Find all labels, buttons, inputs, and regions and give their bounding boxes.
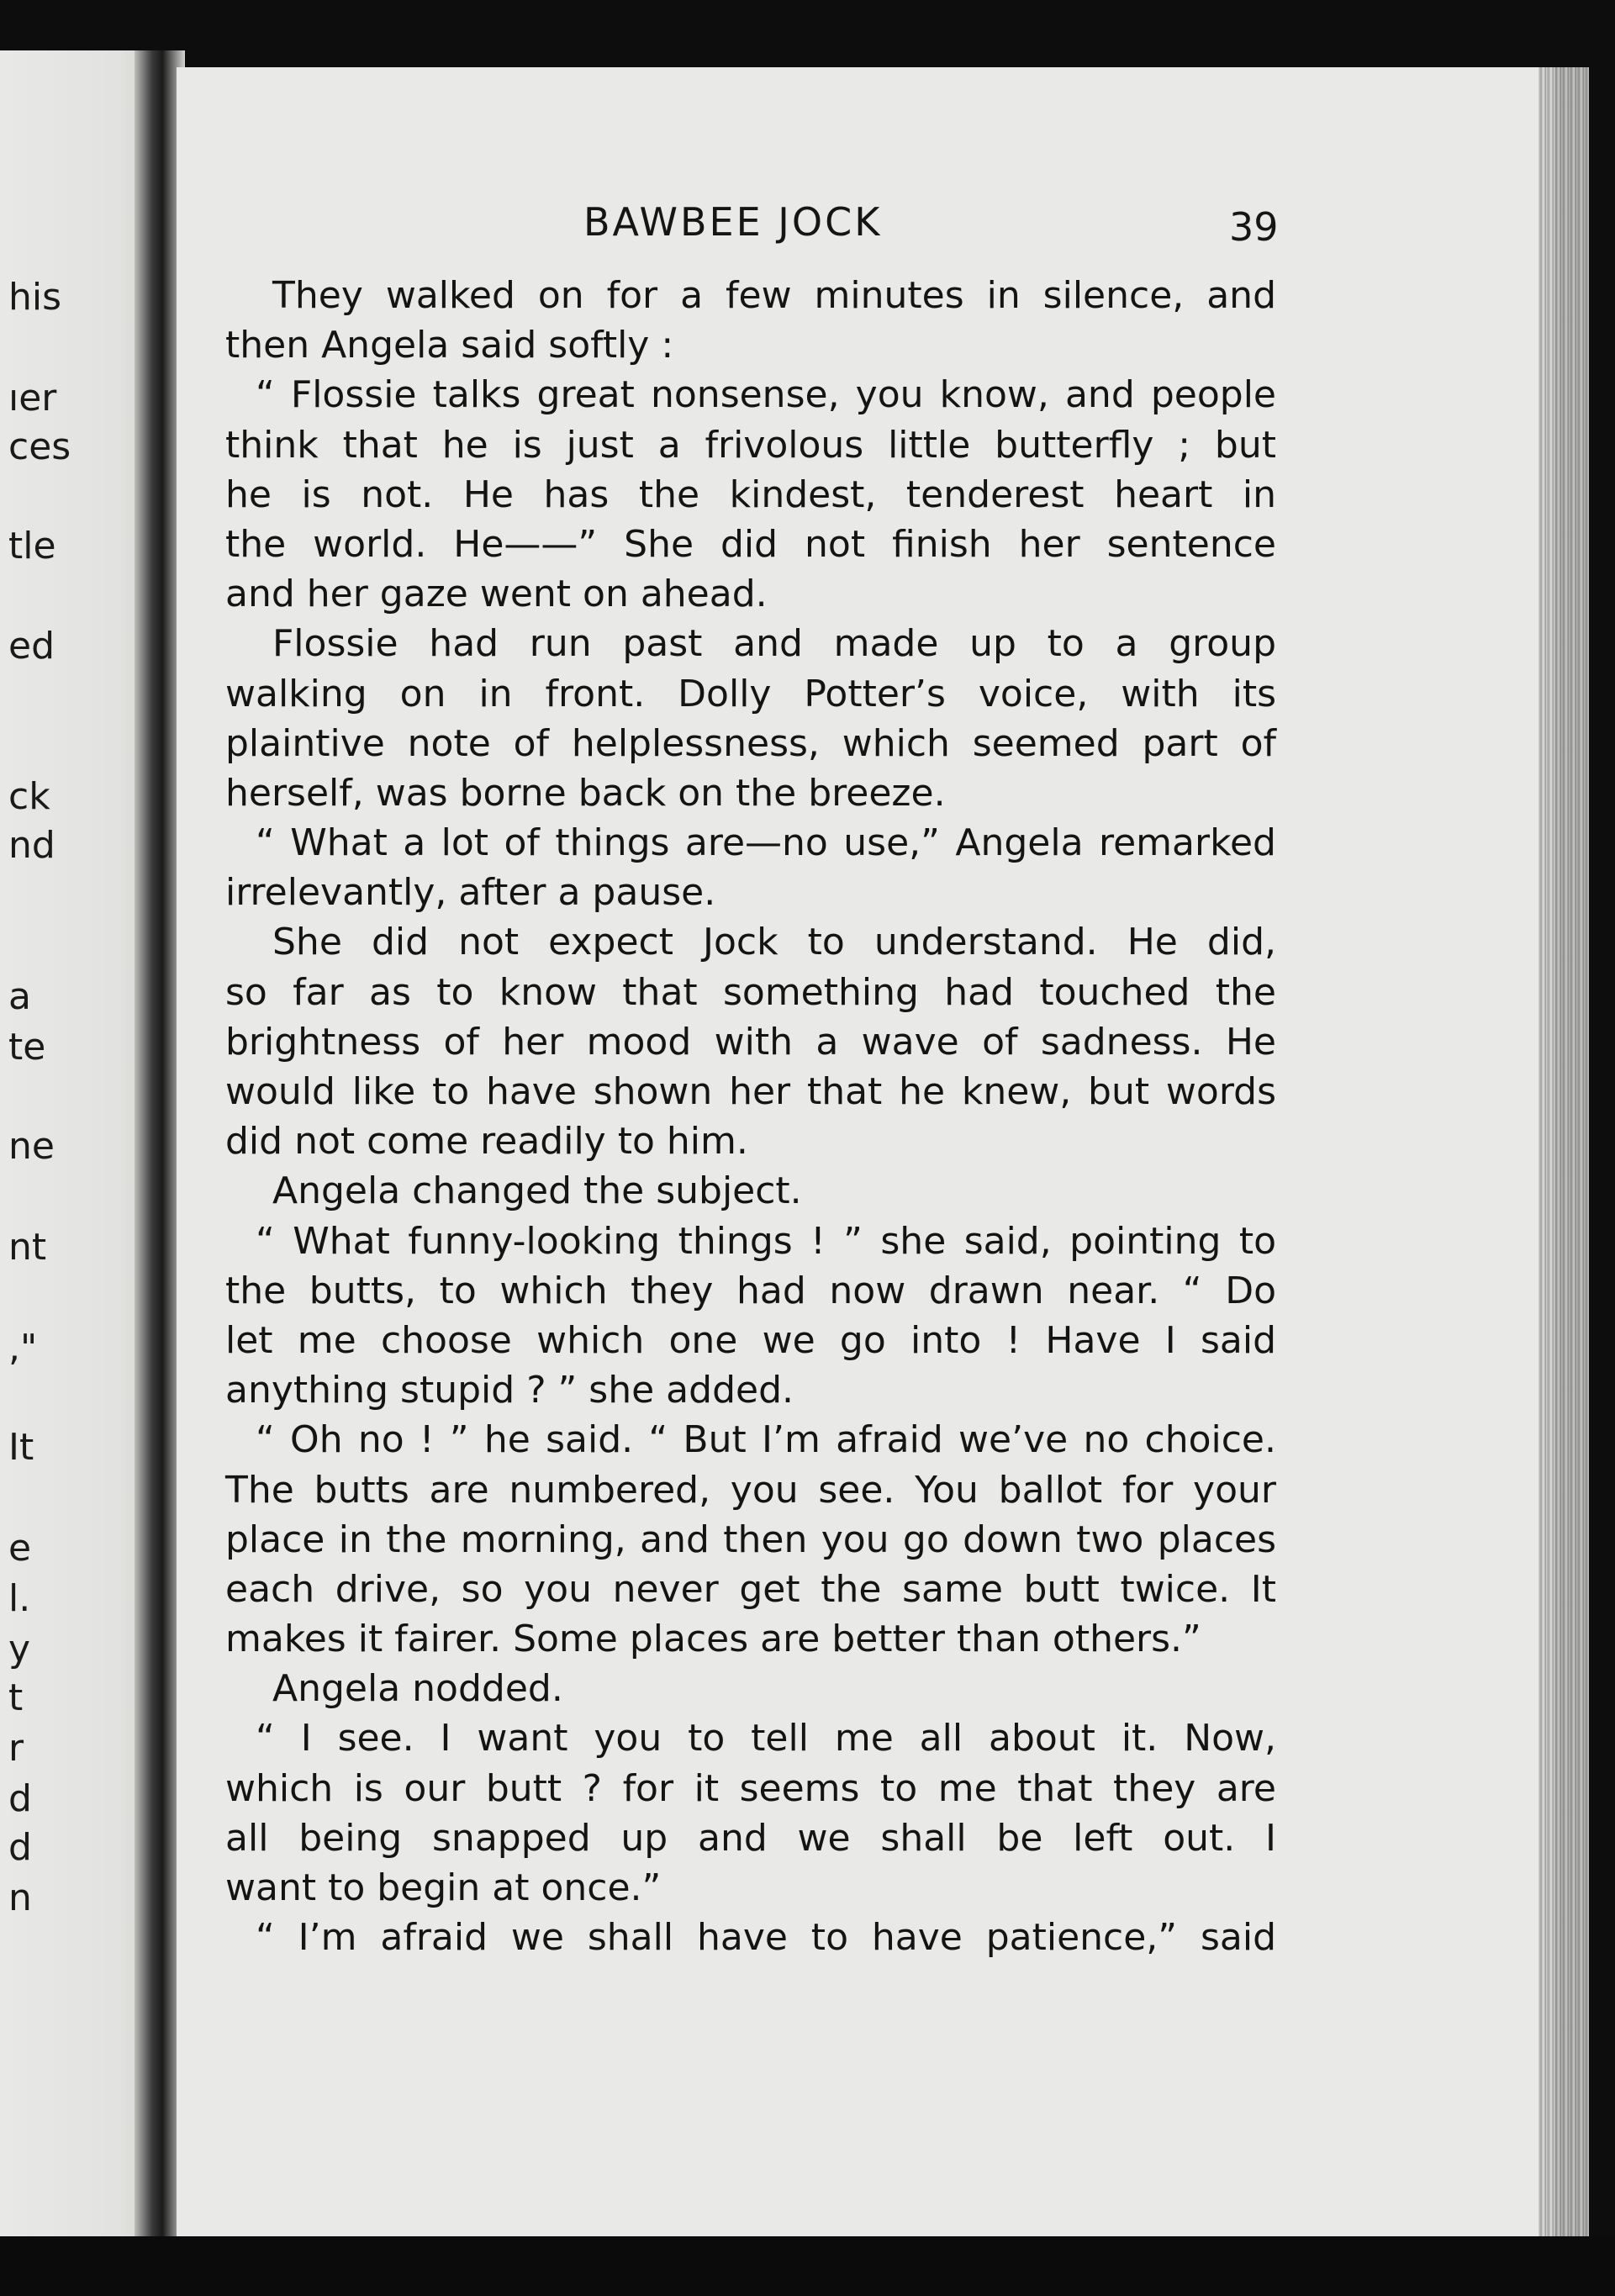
text-line: place in the morning, and then you go down two places [225,1517,1276,1561]
facing-page-fragment: r [8,1727,24,1770]
facing-page-fragment: te [8,1026,46,1069]
facing-page-fragment: ck [8,775,50,818]
text-line: “ What funny-looking things ! ” she said, pointing to [256,1219,1276,1263]
facing-page-fragment: nd [8,824,55,867]
page-edge [1538,67,1589,2253]
facing-page-fragment: e [8,1527,32,1570]
facing-page-fragment: a [8,975,31,1018]
text-line: did not come readily to him. [225,1120,748,1164]
text-line: “ What a lot of things are—no use,” Angela remarked [256,821,1276,865]
text-line: let me choose which one we go into ! Have I said [225,1318,1276,1362]
text-line: “ Flossie talks great nonsense, you know, and people [256,373,1276,417]
text-line: They walked on for a few minutes in silence, and [272,274,1276,317]
running-title: BAWBEE JOCK [583,199,883,245]
facing-page-fragment: ne [8,1125,55,1168]
scan-bottom-edge [0,2236,1615,2296]
text-line: herself, was borne back on the breeze. [225,771,946,815]
text-line: Angela changed the subject. [272,1169,802,1213]
page-number: 39 [1229,204,1279,250]
text-line: irrelevantly, after a pause. [225,871,716,915]
text-line: he is not. He has the kindest, tenderest heart in [225,472,1276,516]
text-line: “ I see. I want you to tell me all about it. Now, [256,1717,1276,1760]
text-line: Flossie had run past and made up to a group [272,622,1276,666]
text-line: She did not expect Jock to understand. He did, [272,921,1276,964]
facing-page-fragment: It [8,1426,34,1469]
text-line: The butts are numbered, you see. You ballot for your [225,1468,1276,1512]
text-line: so far as to know that something had touched the [225,970,1276,1014]
text-line: then Angela said softly : [225,324,674,367]
facing-page-fragment: ıer [8,377,57,420]
text-line: each drive, so you never get the same butt twice. It [225,1567,1276,1611]
text-line: anything stupid ? ” she added. [225,1369,794,1412]
text-line: think that he is just a frivolous little butterfly ; but [225,423,1276,467]
text-line: which is our butt ? for it seems to me that they are [225,1766,1276,1810]
text-line: Angela nodded. [272,1667,563,1711]
text-line: brightness of her mood with a wave of sadness. He [225,1020,1276,1064]
facing-page-fragment: ed [8,625,55,668]
text-line: the world. He——” She did not finish her sentence [225,522,1276,566]
facing-page-fragment: his [8,276,62,319]
text-line: would like to have shown her that he knew, but words [225,1070,1276,1113]
text-line: and her gaze went on ahead. [225,573,768,616]
facing-page-fragment: d [8,1826,32,1869]
text-line: plaintive note of helplessness, which seemed part of [225,721,1276,765]
facing-page-fragment: ces [8,425,71,468]
facing-page-fragment: tle [8,525,56,567]
facing-page-fragment: t [8,1676,24,1719]
facing-page-fragment: l. [8,1577,31,1620]
text-line: all being snapped up and we shall be left out. I [225,1816,1276,1860]
text-line: “ Oh no ! ” he said. “ But I’m afraid we’ve no choice. [256,1418,1276,1462]
running-head [0,130,1615,250]
facing-page-fragment: ," [8,1327,38,1370]
text-line: the butts, to which they had now drawn near. “ Do [225,1269,1276,1312]
facing-page-fragment: y [8,1628,31,1671]
text-line: walking on in front. Dolly Potter’s voice, with its [225,672,1276,715]
text-line: “ I’m afraid we shall have to have patience,” said [256,1916,1276,1960]
facing-page-fragment: n [8,1876,32,1919]
text-line: makes it fairer. Some places are better than others.” [225,1618,1201,1661]
body-text [225,271,1276,1962]
facing-page-fragment: d [8,1777,32,1820]
facing-page-fragment: nt [8,1226,47,1269]
text-line: want to begin at once.” [225,1866,662,1909]
